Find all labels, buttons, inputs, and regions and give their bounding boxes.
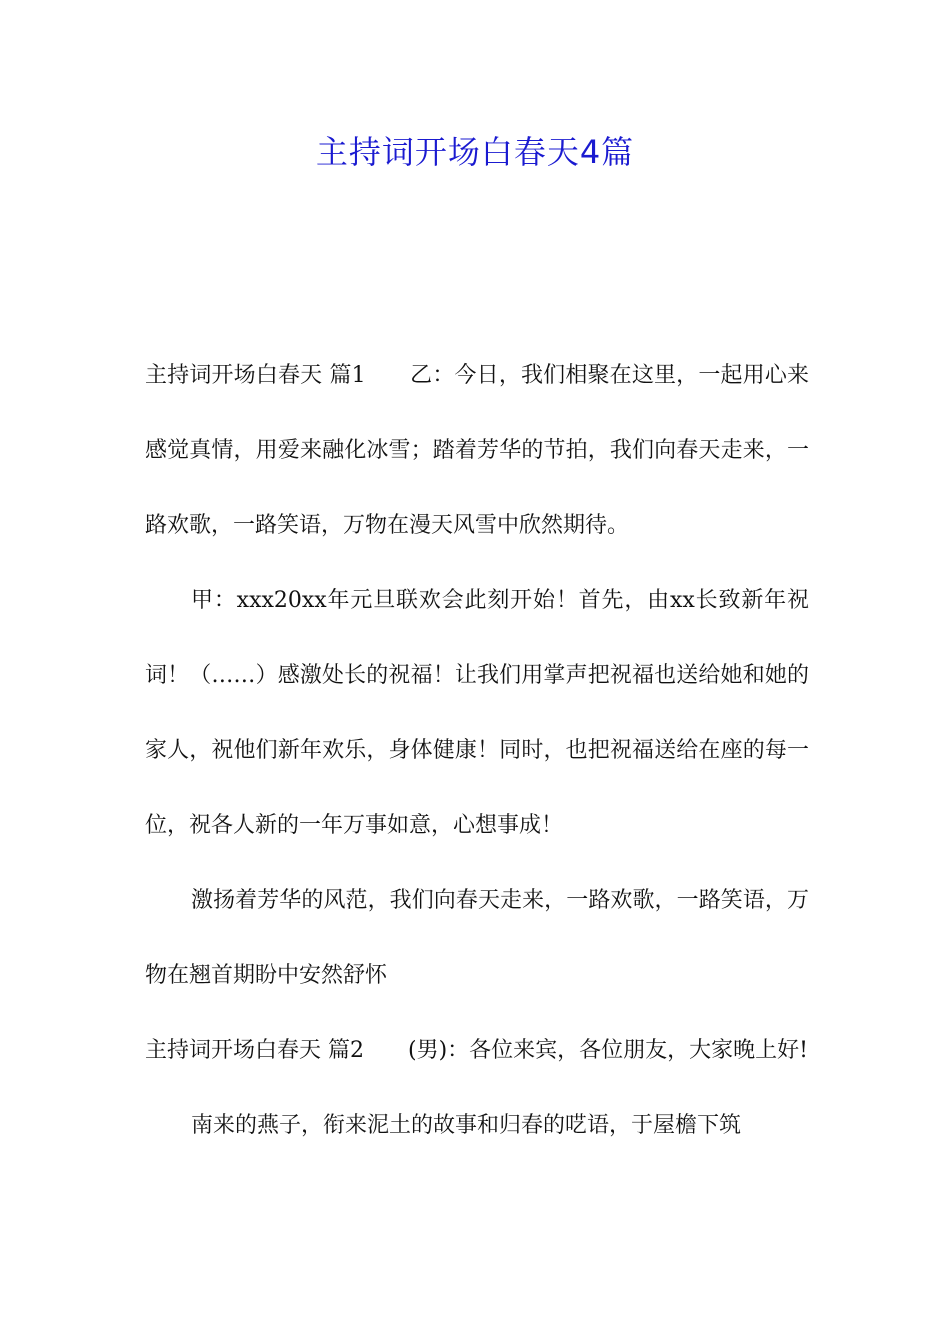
paragraph-2: 甲：xxx20xx年元旦联欢会此刻开始！首先，由xx长致新年祝词！（……）感激处长的祝福！让我们用掌声把祝福也送给她和她的家人，祝他们新年欢乐，身体健康！同时，也把祝福送给在座的每一位，祝各人新的一年万事如意，心想事成！ <box>145 588 809 838</box>
paragraph-3: 激扬着芳华的风范，我们向春天走来，一路欢歌，一路笑语，万物在翘首期盼中安然舒怀 <box>145 888 809 988</box>
document-body <box>145 338 809 1163</box>
paragraph-4: 主持词开场白春天 篇2 (男)：各位来宾，各位朋友，大家晚上好! <box>145 1038 808 1063</box>
document-title: 主持词开场白春天4篇 <box>315 133 635 171</box>
paragraph-5: 南来的燕子，衔来泥土的故事和归春的呓语，于屋檐下筑 <box>191 1113 742 1138</box>
paragraph-1: 主持词开场白春天 篇1 乙：今日，我们相聚在这里，一起用心来感觉真情，用爱来融化冰雪；踏着芳华的节拍，我们向春天走来，一路欢歌，一路笑语，万物在漫天风雪中欣然期待。 <box>145 363 809 538</box>
